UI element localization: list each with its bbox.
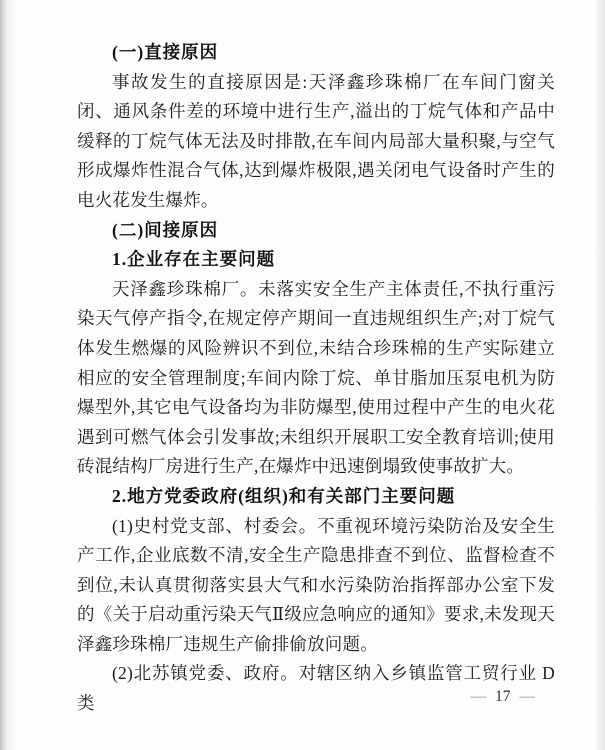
section-heading-enterprise-problems: 1.企业存在主要问题 bbox=[112, 249, 276, 270]
paragraph-village-committee: (1)史村党支部、村委会。不重视环境污染防治及安全生产工作,企业底数不清,安全生产隐患排查不到位、监督检查不到位,未认真贯彻落实县大气和水污染防治指挥部办公室下发的《关于启动重污染天气Ⅱ级应急响应的通知》要求,未发现天泽鑫珍珠棉厂违规生产偷排偷放问题。 bbox=[77, 515, 555, 654]
footer-dash-left: — bbox=[470, 688, 486, 705]
footer-dash-right: — bbox=[519, 688, 535, 705]
section-heading-government-problems: 2.地方党委政府(组织)和有关部门主要问题 bbox=[112, 485, 456, 506]
scan-left-edge-shadow bbox=[0, 0, 16, 750]
paragraph-beisu-town: (2)北苏镇党委、政府。对辖区纳入乡镇监管工贸行业 D 类 bbox=[77, 663, 555, 714]
paragraph-enterprise-problems: 天泽鑫珍珠棉厂。未落实安全生产主体责任,不执行重污染天气停产指令,在规定停产期间一直违规组织生产;对丁烷气体发生燃爆的风险辨识不到位,未结合珍珠棉的生产实际建立相应的安全管理制度;车间内除丁烷、单甘脂加压泵电机为防爆型外,其它电气设备均为非防爆型,使用过程中产生的电火花遇到可燃气体会引发事故;未组织开展职工安全教育培训;使用砖混结构厂房进行生产,在爆炸中迅速倒塌致使事故扩大。 bbox=[77, 278, 555, 477]
document-body bbox=[77, 38, 555, 719]
page-number: 17 bbox=[495, 688, 511, 705]
section-heading-direct-cause: (一)直接原因 bbox=[112, 42, 219, 62]
paragraph-direct-cause: 事故发生的直接原因是:天泽鑫珍珠棉厂在车间门窗关闭、通风条件差的环境中进行生产,溢出的丁烷气体和产品中缓释的丁烷气体无法及时排散,在车间内局部大量积聚,与空气形成爆炸性混合气体,达到爆炸极限,遇关闭电气设备时产生的电火花发生爆炸。 bbox=[77, 71, 555, 210]
scan-right-edge-shadow bbox=[594, 0, 605, 750]
page-footer bbox=[471, 687, 536, 707]
section-heading-indirect-cause: (二)间接原因 bbox=[112, 219, 219, 240]
